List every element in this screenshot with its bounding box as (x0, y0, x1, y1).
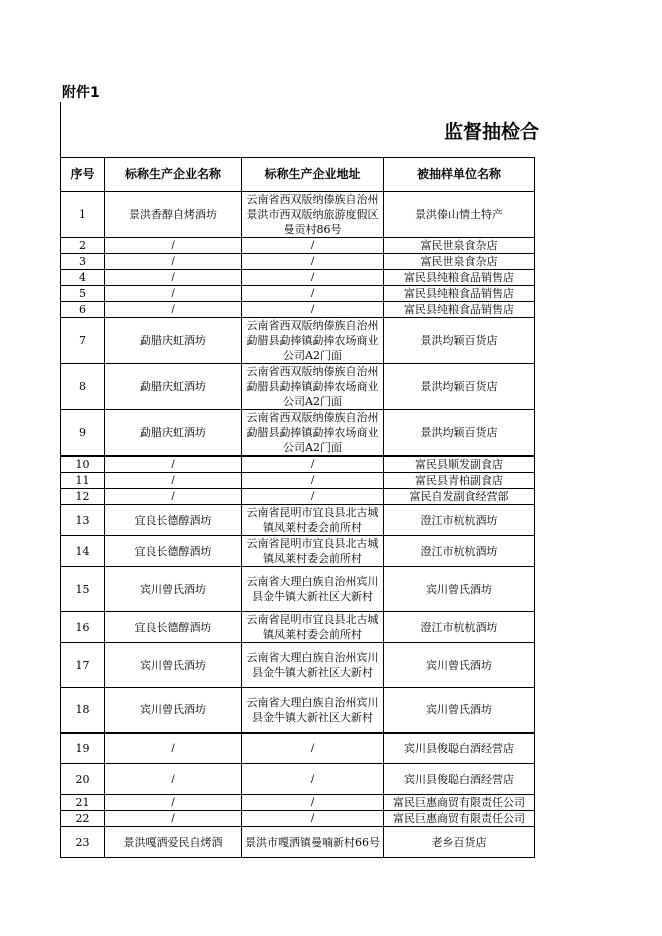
producer-address-cell: / (242, 286, 384, 302)
producer-name-cell: 宜良长德醇酒坊 (105, 505, 242, 536)
sampled-unit-cell: 宾川县俊聪白酒经营店 (384, 764, 535, 795)
producer-address-cell: / (242, 302, 384, 318)
seq-cell: 23 (61, 827, 105, 858)
table-row (61, 688, 535, 733)
sampled-unit-cell: 景洪均颖百货店 (384, 318, 535, 364)
document-title: 监督抽检合 (444, 121, 540, 143)
producer-address-cell: 云南省西双版纳傣族自治州景洪市西双版纳旅游度假区曼贡村86号 (242, 192, 384, 238)
table-row (61, 643, 535, 688)
table-row (61, 473, 535, 489)
seq-cell: 8 (61, 364, 105, 410)
sampled-unit-cell: 宾川曾氏酒坊 (384, 643, 535, 688)
producer-name-cell: 宾川曾氏酒坊 (105, 567, 242, 612)
producer-name-cell: / (105, 270, 242, 286)
producer-address-cell: / (242, 795, 384, 811)
producer-address-cell: / (242, 473, 384, 489)
table-row (61, 364, 535, 410)
producer-address-cell: 云南省昆明市宜良县北古城镇凤莱村委会前所村 (242, 536, 384, 567)
table-row (61, 536, 535, 567)
sampled-unit-cell: 富民县纯粮食品销售店 (384, 286, 535, 302)
producer-name-cell: 勐腊庆虹酒坊 (105, 410, 242, 457)
producer-address-cell: 云南省昆明市宜良县北古城镇凤莱村委会前所村 (242, 505, 384, 536)
header-producer-name: 标称生产企业名称 (105, 158, 242, 192)
sampled-unit-cell: 澄江市杭杭酒坊 (384, 612, 535, 643)
producer-name-cell: 景洪香醇自烤酒坊 (105, 192, 242, 238)
producer-name-cell: / (105, 302, 242, 318)
producer-name-cell: / (105, 811, 242, 827)
producer-address-cell: / (242, 733, 384, 764)
table-row (61, 270, 535, 286)
producer-name-cell: / (105, 489, 242, 505)
table-row (61, 456, 535, 473)
sampled-unit-cell: 景洪均颖百货店 (384, 410, 535, 457)
producer-name-cell: / (105, 238, 242, 254)
producer-address-cell: / (242, 254, 384, 270)
producer-address-cell: 云南省大理白族自治州宾川县金牛镇大新社区大新村 (242, 688, 384, 733)
seq-cell: 14 (61, 536, 105, 567)
table-row (61, 795, 535, 811)
table-row (61, 764, 535, 795)
seq-cell: 17 (61, 643, 105, 688)
seq-cell: 2 (61, 238, 105, 254)
table-row (61, 567, 535, 612)
producer-address-cell: / (242, 456, 384, 473)
producer-address-cell: 云南省大理白族自治州宾川县金牛镇大新社区大新村 (242, 643, 384, 688)
sampled-unit-cell: 富民自发副食经营部 (384, 489, 535, 505)
sampled-unit-cell: 富民世泉食杂店 (384, 254, 535, 270)
seq-cell: 21 (61, 795, 105, 811)
sampled-unit-cell: 宾川曾氏酒坊 (384, 567, 535, 612)
producer-name-cell: 景洪嘎洒爱民自烤酒 (105, 827, 242, 858)
header-row (61, 158, 535, 192)
seq-cell: 16 (61, 612, 105, 643)
sampled-unit-cell: 富民巨惠商贸有限责任公司 (384, 811, 535, 827)
table-row (61, 286, 535, 302)
producer-address-cell: / (242, 238, 384, 254)
producer-address-cell: 云南省大理白族自治州宾川县金牛镇大新社区大新村 (242, 567, 384, 612)
sampled-unit-cell: 富民县青柏副食店 (384, 473, 535, 489)
seq-cell: 5 (61, 286, 105, 302)
producer-name-cell: 勐腊庆虹酒坊 (105, 364, 242, 410)
table-row (61, 254, 535, 270)
seq-cell: 20 (61, 764, 105, 795)
seq-cell: 12 (61, 489, 105, 505)
seq-cell: 9 (61, 410, 105, 457)
producer-address-cell: / (242, 270, 384, 286)
sampled-unit-cell: 宾川县俊聪白酒经营店 (384, 733, 535, 764)
sampled-unit-cell: 富民县纯粮食品销售店 (384, 270, 535, 286)
seq-cell: 11 (61, 473, 105, 489)
seq-cell: 15 (61, 567, 105, 612)
table-row (61, 489, 535, 505)
sampled-unit-cell: 宾川曾氏酒坊 (384, 688, 535, 733)
producer-address-cell: / (242, 764, 384, 795)
table-row (61, 410, 535, 457)
producer-name-cell: 宾川曾氏酒坊 (105, 643, 242, 688)
seq-cell: 4 (61, 270, 105, 286)
producer-name-cell: / (105, 456, 242, 473)
sampled-unit-cell: 澄江市杭杭酒坊 (384, 536, 535, 567)
table-row (61, 238, 535, 254)
seq-cell: 10 (61, 456, 105, 473)
table-row (61, 827, 535, 858)
sampled-unit-cell: 景洪均颖百货店 (384, 364, 535, 410)
table-body (61, 192, 535, 858)
sampled-unit-cell: 景洪傣山情土特产 (384, 192, 535, 238)
sampled-unit-cell: 富民县纯粮食品销售店 (384, 302, 535, 318)
table-row (61, 811, 535, 827)
producer-address-cell: 云南省西双版纳傣族自治州勐腊县勐捧镇勐捧农场商业公司A2门面 (242, 318, 384, 364)
sampled-unit-cell: 老乡百货店 (384, 827, 535, 858)
seq-cell: 19 (61, 733, 105, 764)
table-row (61, 505, 535, 536)
sampled-unit-cell: 富民县顺发副食店 (384, 456, 535, 473)
header-sampled-unit: 被抽样单位名称 (384, 158, 535, 192)
header-producer-address: 标称生产企业地址 (242, 158, 384, 192)
producer-name-cell: / (105, 254, 242, 270)
producer-address-cell: 景洪市嘎洒镇曼喃新村66号 (242, 827, 384, 858)
producer-address-cell: / (242, 811, 384, 827)
producer-address-cell: / (242, 489, 384, 505)
table-row (61, 318, 535, 364)
annex-label: 附件1 (62, 85, 100, 101)
sampled-unit-cell: 富民巨惠商贸有限责任公司 (384, 795, 535, 811)
sampled-unit-cell: 澄江市杭杭酒坊 (384, 505, 535, 536)
seq-cell: 13 (61, 505, 105, 536)
producer-name-cell: 宾川曾氏酒坊 (105, 688, 242, 733)
seq-cell: 22 (61, 811, 105, 827)
table-row (61, 302, 535, 318)
seq-cell: 3 (61, 254, 105, 270)
inspection-table (60, 157, 535, 858)
producer-name-cell: / (105, 733, 242, 764)
producer-address-cell: 云南省昆明市宜良县北古城镇凤莱村委会前所村 (242, 612, 384, 643)
producer-name-cell: 宜良长德醇酒坊 (105, 536, 242, 567)
producer-name-cell: 宜良长德醇酒坊 (105, 612, 242, 643)
seq-cell: 1 (61, 192, 105, 238)
producer-name-cell: / (105, 473, 242, 489)
table-row (61, 612, 535, 643)
producer-name-cell: / (105, 795, 242, 811)
producer-name-cell: 勐腊庆虹酒坊 (105, 318, 242, 364)
seq-cell: 18 (61, 688, 105, 733)
seq-cell: 7 (61, 318, 105, 364)
header-seq: 序号 (61, 158, 105, 192)
producer-address-cell: 云南省西双版纳傣族自治州勐腊县勐捧镇勐捧农场商业公司A2门面 (242, 410, 384, 457)
table-row (61, 192, 535, 238)
table-row (61, 733, 535, 764)
producer-name-cell: / (105, 286, 242, 302)
sampled-unit-cell: 富民世泉食杂店 (384, 238, 535, 254)
producer-name-cell: / (105, 764, 242, 795)
seq-cell: 6 (61, 302, 105, 318)
producer-address-cell: 云南省西双版纳傣族自治州勐腊县勐捧镇勐捧农场商业公司A2门面 (242, 364, 384, 410)
